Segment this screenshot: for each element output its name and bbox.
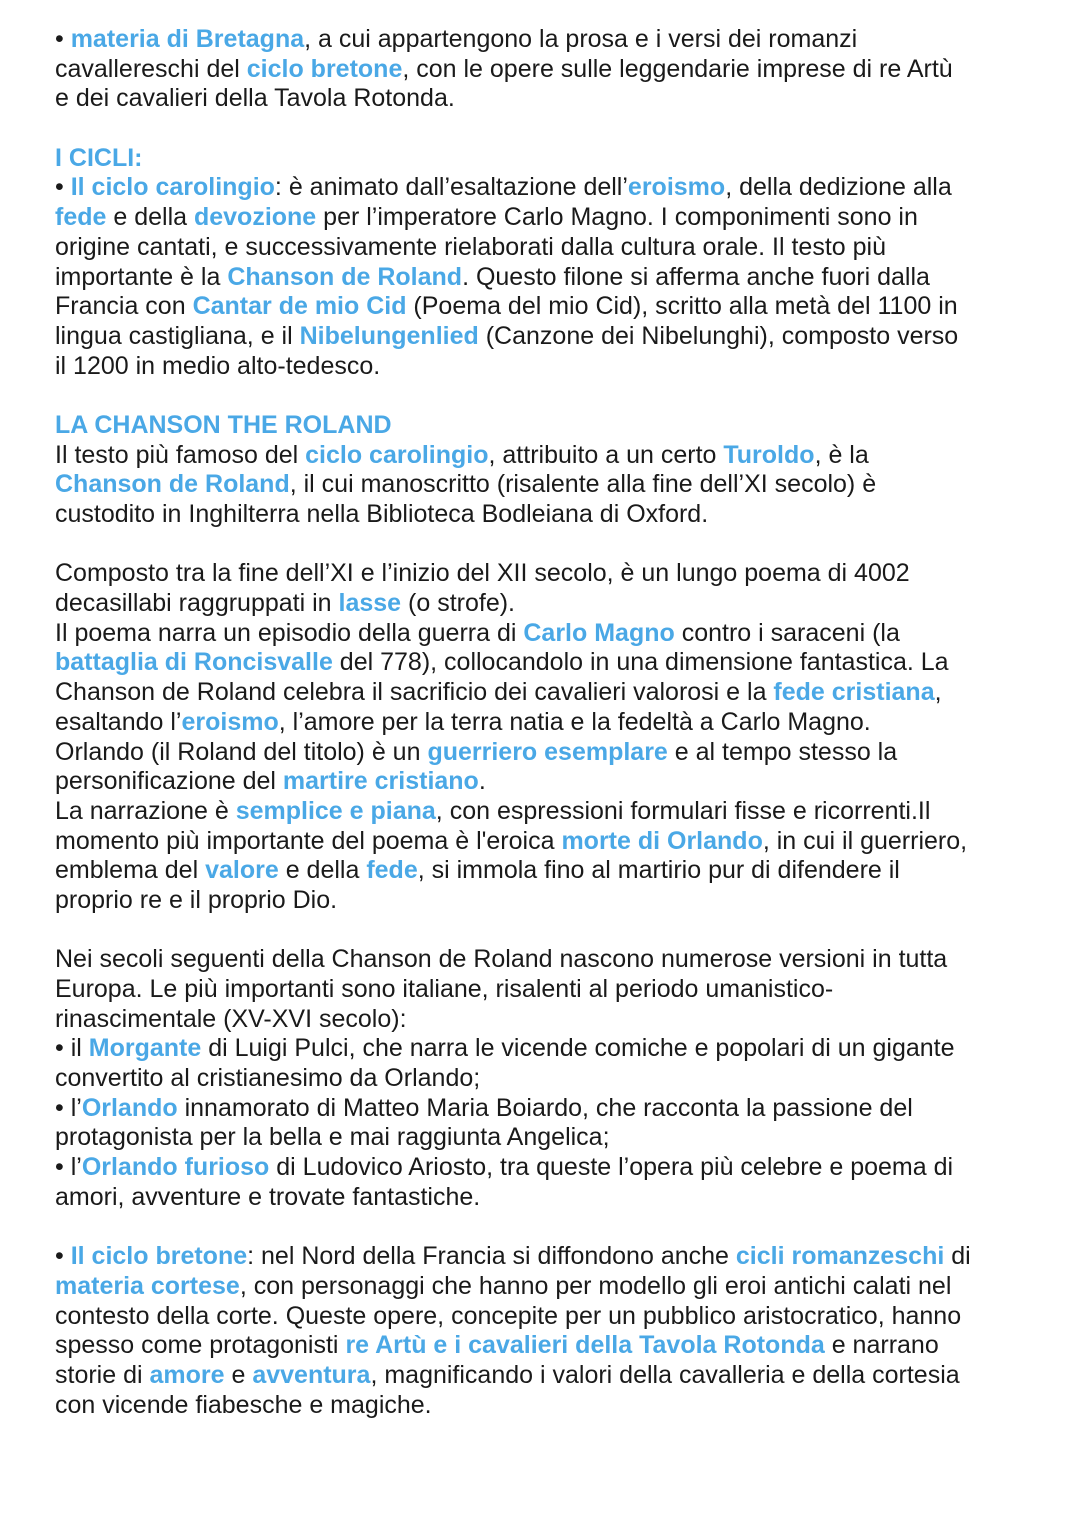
highlighted-term: lasse — [338, 589, 402, 618]
text-line — [55, 945, 971, 975]
text-segment: Il poema narra un episodio della guerra di — [55, 618, 524, 647]
text-line — [55, 1153, 971, 1183]
highlighted-term: Il ciclo carolingio — [70, 173, 275, 202]
text-segment: • il — [55, 1034, 89, 1063]
text-segment: Francia con — [55, 292, 193, 321]
text-segment: , con espressioni formulari fisse e ricorrenti.Il — [435, 796, 931, 825]
text-segment: e della — [106, 203, 194, 232]
highlighted-term: avventura — [252, 1360, 371, 1389]
text-segment: contro i saraceni (la — [674, 618, 900, 647]
text-segment: Il testo più famoso del — [55, 440, 306, 469]
document-body — [55, 25, 971, 1420]
text-line — [55, 233, 971, 263]
text-segment: . Questo filone si afferma anche fuori dalla — [462, 262, 930, 291]
text-segment: , magnificando i valori della cavalleria e della cortesia — [370, 1360, 960, 1389]
text-segment: e dei cavalieri della Tavola Rotonda. — [55, 84, 455, 113]
text-segment: • l’ — [55, 1093, 82, 1122]
text-segment: e della — [278, 856, 367, 885]
highlighted-term: Cantar de mio Cid — [192, 292, 407, 321]
text-line — [55, 1034, 971, 1064]
text-segment: (Poema del mio Cid), scritto alla metà del 1100 in — [406, 292, 958, 321]
text-segment: spesso come protagonisti — [55, 1331, 346, 1360]
highlighted-term: ciclo carolingio — [305, 440, 489, 469]
text-segment: Nei secoli seguenti della Chanson de Roland nascono numerose versioni in tutta — [55, 945, 948, 974]
highlighted-term: materia di Bretagna — [70, 25, 305, 53]
text-line — [55, 708, 971, 738]
highlighted-term: morte di Orlando — [561, 826, 763, 855]
text-segment: Orlando (il Roland del titolo) è un — [55, 737, 428, 766]
highlighted-term: fede cristiana — [773, 678, 935, 707]
text-segment: (Canzone dei Nibelunghi), composto verso — [478, 321, 959, 350]
text-line — [55, 886, 971, 916]
text-line — [55, 203, 971, 233]
text-segment: , il cui manoscritto (risalente alla fine dell’XI secolo) è — [289, 470, 877, 499]
text-segment: , attribuito a un certo — [488, 440, 724, 469]
highlighted-term: cicli romanzeschi — [735, 1242, 945, 1271]
text-segment: convertito al cristianesimo da Orlando; — [55, 1064, 481, 1093]
text-line — [55, 975, 971, 1005]
blank-line — [55, 916, 971, 946]
highlighted-term: Nibelungenlied — [299, 321, 479, 350]
highlighted-term: eroismo — [181, 707, 279, 736]
highlighted-term: Chanson de Roland — [227, 262, 463, 291]
text-segment: • l’ — [55, 1153, 82, 1182]
text-line — [55, 648, 971, 678]
text-segment: . — [478, 767, 486, 796]
text-line — [55, 1302, 971, 1332]
text-segment: , — [934, 678, 942, 707]
highlighted-term: Turoldo — [723, 440, 815, 469]
text-segment: momento più importante del poema è l'eroica — [55, 826, 562, 855]
text-segment: , l’amore per la terra natia e la fedeltà a Carlo Magno. — [278, 707, 871, 736]
text-line — [55, 856, 971, 886]
highlighted-term: valore — [205, 856, 279, 885]
text-line — [55, 1094, 971, 1124]
highlighted-term: fede — [55, 203, 107, 232]
text-segment: del 778), collocandolo in una dimensione fantastica. La — [332, 648, 949, 677]
text-line — [55, 1272, 971, 1302]
blank-line — [55, 1213, 971, 1243]
text-line — [55, 767, 971, 797]
text-line — [55, 322, 971, 352]
text-segment: e al tempo stesso la — [667, 737, 898, 766]
text-segment: lingua castigliana, e il — [55, 321, 300, 350]
text-line — [55, 1391, 971, 1421]
text-segment: di — [944, 1242, 971, 1271]
text-segment: per l’imperatore Carlo Magno. I componimenti sono in — [316, 203, 918, 232]
highlighted-term: Il ciclo bretone — [70, 1242, 248, 1271]
highlighted-term: devozione — [193, 203, 317, 232]
text-line — [55, 144, 971, 174]
text-segment: , è la — [814, 440, 869, 469]
text-line — [55, 1183, 971, 1213]
text-segment: contesto della corte. Queste opere, concepite per un pubblico aristocratico, hanno — [55, 1301, 962, 1330]
text-segment: , con personaggi che hanno per modello gli eroi antichi calati nel — [239, 1271, 952, 1300]
text-line — [55, 827, 971, 857]
text-line — [55, 500, 971, 530]
blank-line — [55, 114, 971, 144]
text-segment: , con le opere sulle leggendarie imprese di re Artù — [402, 54, 953, 83]
text-line — [55, 797, 971, 827]
blank-line — [55, 381, 971, 411]
text-segment: , della dedizione alla — [725, 173, 952, 202]
text-segment: Composto tra la fine dell’XI e l’inizio del XII secolo, è un lungo poema di 4002 — [55, 559, 910, 588]
highlighted-term: battaglia di Roncisvalle — [55, 648, 333, 677]
highlighted-term: fede — [366, 856, 418, 885]
text-line — [55, 1064, 971, 1094]
text-segment: esaltando l’ — [55, 707, 182, 736]
text-line — [55, 1331, 971, 1361]
text-segment: cavallereschi del — [55, 54, 247, 83]
text-segment: custodito in Inghilterra nella Biblioteca Bodleiana di Oxford. — [55, 500, 709, 528]
highlighted-term: martire cristiano — [282, 767, 479, 796]
text-segment: Europa. Le più importanti sono italiane, risalenti al periodo umanistico- — [55, 975, 834, 1003]
text-segment: : nel Nord della Francia si diffondono anche — [247, 1242, 736, 1271]
text-line — [55, 55, 971, 85]
text-line — [55, 25, 971, 55]
text-line — [55, 678, 971, 708]
text-line — [55, 173, 971, 203]
text-segment: importante è la — [55, 262, 228, 291]
text-line — [55, 263, 971, 293]
highlighted-term: I CICLI: — [55, 143, 143, 172]
text-segment: di Ludovico Ariosto, tra queste l’opera più celebre e poema di — [269, 1153, 954, 1182]
text-segment: di Luigi Pulci, che narra le vicende comiche e popolari di un gigante — [201, 1034, 955, 1063]
highlighted-term: amore — [149, 1360, 225, 1389]
text-segment: La narrazione è — [55, 796, 236, 825]
text-line — [55, 1123, 971, 1153]
highlighted-term: ciclo bretone — [246, 54, 403, 83]
text-line — [55, 470, 971, 500]
highlighted-term: Orlando furioso — [81, 1153, 270, 1182]
text-segment: origine cantati, e successivamente rielaborati dalla cultura orale. Il testo più — [55, 232, 886, 261]
text-line — [55, 619, 971, 649]
text-segment: con vicende fiabesche e magiche. — [55, 1390, 432, 1419]
text-line — [55, 589, 971, 619]
text-segment: il 1200 in medio alto-tedesco. — [55, 351, 381, 380]
text-segment: : è animato dall’esaltazione dell’ — [274, 173, 628, 202]
blank-line — [55, 530, 971, 560]
text-line — [55, 559, 971, 589]
text-segment: innamorato di Matteo Maria Boiardo, che racconta la passione del — [177, 1093, 913, 1122]
highlighted-term: re Artù e i cavalieri della Tavola Rotonda — [345, 1331, 825, 1360]
highlighted-term: Carlo Magno — [523, 618, 675, 647]
text-line — [55, 292, 971, 322]
text-line — [55, 738, 971, 768]
text-segment: , in cui il guerriero, — [762, 826, 968, 855]
text-segment: • — [55, 25, 71, 53]
highlighted-term: materia cortese — [55, 1271, 240, 1300]
text-segment: personificazione del — [55, 767, 283, 796]
text-line — [55, 84, 971, 114]
text-line — [55, 1361, 971, 1391]
text-line — [55, 352, 971, 382]
text-segment: proprio re e il proprio Dio. — [55, 885, 338, 914]
text-segment: • — [55, 173, 71, 202]
highlighted-term: Morgante — [88, 1034, 202, 1063]
text-segment: e — [224, 1360, 253, 1389]
text-line — [55, 1005, 971, 1035]
text-segment: , si immola fino al martirio pur di difendere il — [417, 856, 900, 885]
text-segment: (o strofe). — [401, 589, 515, 618]
highlighted-term: guerriero esemplare — [427, 737, 668, 766]
text-segment: emblema del — [55, 856, 206, 885]
highlighted-term: Orlando — [81, 1093, 178, 1122]
text-line — [55, 1242, 971, 1272]
text-segment: e narrano — [824, 1331, 939, 1360]
text-segment: storie di — [55, 1360, 150, 1389]
text-segment: protagonista per la bella e mai raggiunta Angelica; — [55, 1123, 610, 1152]
text-segment: • — [55, 1242, 71, 1271]
highlighted-term: eroismo — [627, 173, 726, 202]
text-segment: Chanson de Roland celebra il sacrificio dei cavalieri valorosi e la — [55, 678, 774, 707]
text-segment: rinascimentale (XV-XVI secolo): — [55, 1004, 407, 1033]
highlighted-term: semplice e piana — [235, 796, 436, 825]
text-line — [55, 411, 971, 441]
text-line — [55, 441, 971, 471]
highlighted-term: LA CHANSON THE ROLAND — [55, 410, 392, 439]
highlighted-term: Chanson de Roland — [55, 470, 290, 499]
text-segment: , a cui appartengono la prosa e i versi dei romanzi — [304, 25, 858, 53]
text-segment: decasillabi raggruppati in — [55, 589, 339, 618]
text-segment: amori, avventure e trovate fantastiche. — [55, 1182, 481, 1211]
